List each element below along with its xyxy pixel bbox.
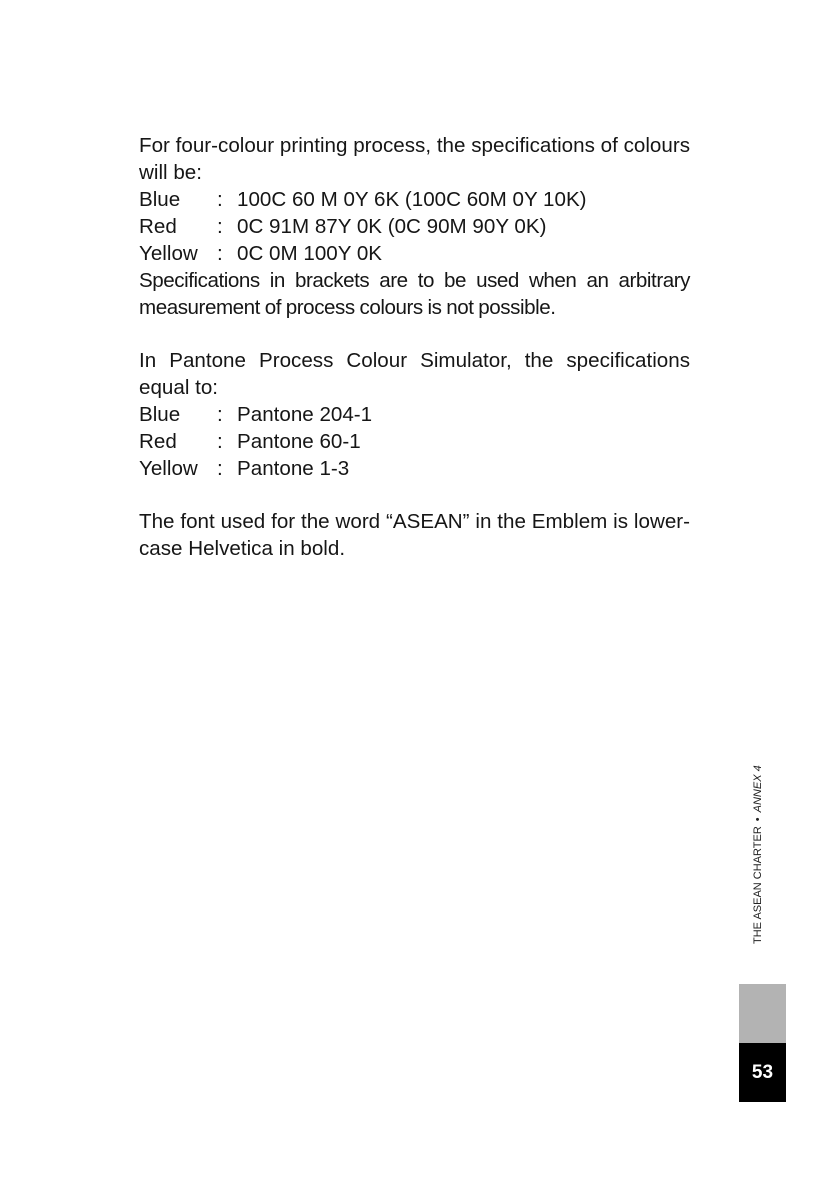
spec-value: Pantone 1-3 <box>237 457 350 480</box>
four-colour-intro: For four-colour printing process, the specifications of colours will be: <box>139 134 690 184</box>
page-content <box>139 132 690 562</box>
spec-row-yellow <box>139 240 690 267</box>
spec-separator: : <box>217 242 223 265</box>
pantone-row-red <box>139 428 690 455</box>
spec-value: 100C 60 M 0Y 6K (100C 60M 0Y 10K) <box>237 188 587 211</box>
spec-name: Blue <box>139 188 181 211</box>
spec-name: Yellow <box>139 242 198 265</box>
spec-separator: : <box>217 457 223 480</box>
paragraph-gap <box>139 321 690 347</box>
spec-value: Pantone 60-1 <box>237 430 361 453</box>
pantone-row-yellow <box>139 455 690 482</box>
running-header-vertical <box>752 765 765 944</box>
spec-row-red <box>139 213 690 240</box>
page-number-box <box>739 1043 786 1102</box>
spec-separator: : <box>217 188 223 211</box>
four-colour-spec-list <box>139 186 690 267</box>
grey-edge-tab <box>739 984 786 1043</box>
spec-separator: : <box>217 430 223 453</box>
annex-label: ANNEX 4 <box>752 765 764 813</box>
bullet-separator: • <box>752 817 764 822</box>
pantone-intro: In Pantone Process Colour Simulator, the specifications equal to: <box>139 349 690 399</box>
spec-value: 0C 91M 87Y 0K (0C 90M 90Y 0K) <box>237 215 547 238</box>
font-note: The font used for the word “ASEAN” in the Emblem is lower-case Helvetica in bold. <box>139 510 690 560</box>
charter-title: THE ASEAN CHARTER <box>752 826 764 944</box>
spec-value: Pantone 204-1 <box>237 403 373 426</box>
brackets-note: Specifications in brackets are to be used when an arbitrary measurement of process colours is not possible. <box>139 269 690 319</box>
pantone-row-blue <box>139 401 690 428</box>
spec-name: Yellow <box>139 457 198 480</box>
spec-name: Blue <box>139 403 181 426</box>
spec-value: 0C 0M 100Y 0K <box>237 242 383 265</box>
paragraph-gap <box>139 482 690 508</box>
page-number: 53 <box>751 1061 774 1083</box>
spec-row-blue <box>139 186 690 213</box>
spec-separator: : <box>217 403 223 426</box>
spec-name: Red <box>139 430 177 453</box>
spec-name: Red <box>139 215 177 238</box>
spec-separator: : <box>217 215 223 238</box>
pantone-spec-list <box>139 401 690 482</box>
